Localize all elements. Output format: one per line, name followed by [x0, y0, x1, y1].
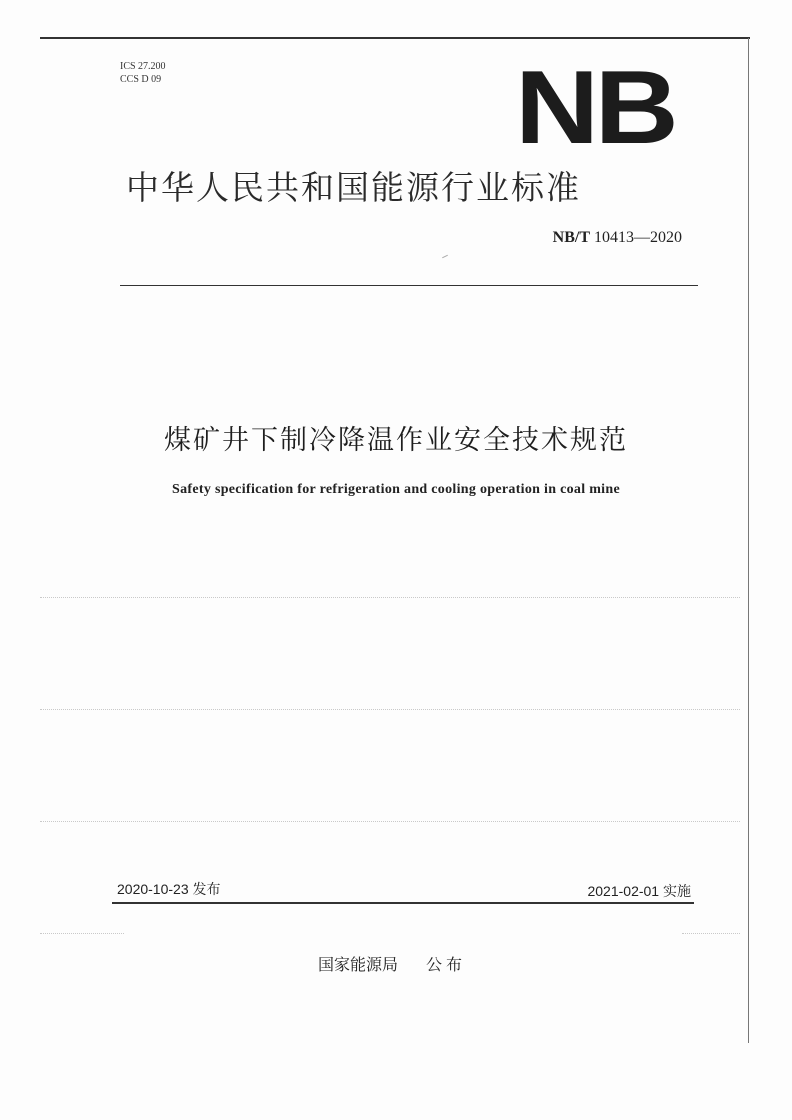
scan-dotted-line: [682, 933, 740, 934]
scan-dotted-line: [40, 597, 740, 598]
nb-logo: NB: [515, 50, 675, 166]
ics-code: ICS 27.200: [120, 61, 166, 72]
ccs-code: CCS D 09: [120, 74, 162, 85]
date-divider: [112, 902, 694, 904]
standard-category-title: 中华人民共和国能源行业标准: [126, 168, 581, 207]
issue-date: 2020-10-23 发布: [117, 881, 221, 897]
document-title-chinese: 煤矿井下制冷降温作业安全技术规范: [164, 425, 628, 456]
implementation-date: 2021-02-01 实施: [587, 883, 691, 899]
issuer-action: 公布: [426, 955, 467, 974]
scan-dotted-line: [40, 821, 740, 822]
document-title-english: Safety specification for refrigeration and cooling operation in coal mine: [172, 482, 620, 497]
scan-speck: [442, 255, 448, 258]
scan-dotted-line: [40, 933, 124, 934]
top-border-line: [40, 37, 750, 39]
standard-number: [553, 229, 682, 247]
classification-codes: [120, 60, 166, 86]
right-border-line: [748, 38, 749, 1043]
issuer-name: 国家能源局: [318, 955, 399, 974]
header-divider: [120, 285, 698, 286]
standard-number-value: 10413—2020: [594, 229, 682, 246]
standard-prefix: NB/T: [552, 229, 590, 246]
issuer-line: [318, 952, 466, 975]
scan-dotted-line: [40, 709, 740, 710]
